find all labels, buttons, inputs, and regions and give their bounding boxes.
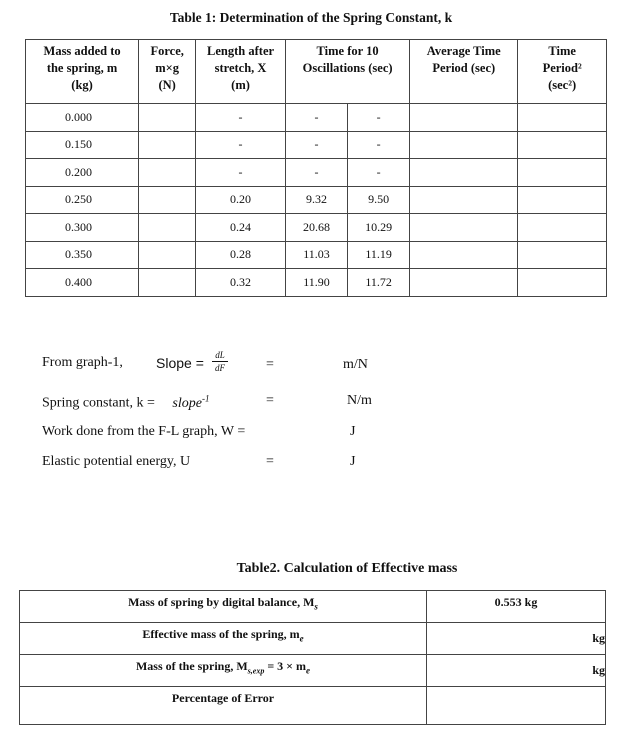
- cell-sq: [518, 241, 607, 269]
- header-length-line3: (m): [231, 78, 250, 92]
- elastic-unit: J: [350, 454, 356, 469]
- header-time: [285, 40, 409, 104]
- header-avg: [410, 40, 518, 104]
- cell-t1: -: [285, 104, 347, 132]
- header-time-line1: Time for 10: [316, 44, 379, 58]
- cell-mass: 0.150: [26, 131, 139, 159]
- sub-text: s,exp: [247, 666, 265, 676]
- cell-length: -: [196, 104, 286, 132]
- header-sq-line1: Time: [548, 44, 576, 58]
- table-row: [26, 159, 607, 187]
- table-row: [26, 104, 607, 132]
- header-avg-line1: Average Time: [426, 44, 501, 58]
- spring-constant-table: [25, 39, 607, 297]
- cell-force: [139, 214, 196, 242]
- table2-row: [20, 655, 606, 687]
- cell-length: 0.32: [196, 269, 286, 297]
- cell-length: 0.28: [196, 241, 286, 269]
- k-label-text: Spring constant, k =: [42, 395, 155, 411]
- row-effective-mass-label: [20, 623, 427, 655]
- cell-avg: [410, 186, 518, 214]
- row-mass-exp-label: [20, 655, 427, 687]
- work-unit: J: [350, 424, 356, 439]
- cell-t2: 11.72: [348, 269, 410, 297]
- sub-text: e: [299, 633, 304, 644]
- k-label: [42, 393, 209, 412]
- cell-avg: [410, 131, 518, 159]
- table1-title: Table 1: Determination of the Spring Constant, k: [169, 10, 453, 25]
- sub-text: s: [314, 601, 318, 612]
- table-row: [26, 131, 607, 159]
- header-mass-line3: (kg): [71, 78, 93, 92]
- fraction-denominator: dF: [215, 363, 225, 373]
- cell-length: -: [196, 159, 286, 187]
- table-row: [26, 214, 607, 242]
- header-length-line1: Length after: [207, 44, 275, 58]
- k-exponent: -1: [201, 393, 210, 403]
- table-row: [26, 241, 607, 269]
- cell-mass: 0.350: [26, 241, 139, 269]
- cell-avg: [410, 104, 518, 132]
- work-label: Work done from the F-L graph, W =: [42, 424, 246, 439]
- cell-t2: 9.50: [348, 186, 410, 214]
- row-mass-balance-value: 0.553 kg: [427, 591, 606, 623]
- header-sq-line3: (sec²): [548, 78, 577, 92]
- header-mass-line1: Mass added to: [43, 44, 121, 58]
- cell-avg: [410, 241, 518, 269]
- header-length-line2: stretch, X: [214, 61, 267, 75]
- header-force: [139, 40, 196, 104]
- table2-row: [20, 591, 606, 623]
- cell-sq: [518, 214, 607, 242]
- cell-avg: [410, 214, 518, 242]
- cell-sq: [518, 269, 607, 297]
- k-unit: N/m: [347, 393, 372, 408]
- cell-force: [139, 241, 196, 269]
- cell-mass: 0.200: [26, 159, 139, 187]
- row-error-label: Percentage of Error: [20, 687, 427, 725]
- cell-t1: 9.32: [285, 186, 347, 214]
- header-mass: [26, 40, 139, 104]
- cell-t1: -: [285, 159, 347, 187]
- header-period-sq: [518, 40, 607, 104]
- cell-length: 0.20: [196, 186, 286, 214]
- cell-force: [139, 159, 196, 187]
- table1-header-row: [26, 40, 607, 104]
- cell-t1: 11.90: [285, 269, 347, 297]
- table2-row: [20, 687, 606, 725]
- sub2-text: e: [306, 665, 310, 676]
- fraction-numerator: dL: [215, 350, 225, 360]
- header-sq-line2: Period²: [542, 61, 582, 75]
- slope-fraction: [212, 350, 228, 373]
- cell-sq: [518, 159, 607, 187]
- elastic-equals: =: [266, 454, 274, 469]
- suffix-text: = 3 × m: [264, 659, 306, 673]
- cell-sq: [518, 131, 607, 159]
- cell-t2: 10.29: [348, 214, 410, 242]
- table-row: [26, 186, 607, 214]
- cell-avg: [410, 159, 518, 187]
- k-expr-text: slope: [172, 395, 202, 411]
- label-text: Mass of the spring, M: [135, 659, 248, 673]
- cell-t2: 11.19: [348, 241, 410, 269]
- header-force-line2: m×g: [155, 61, 180, 75]
- header-force-line1: Force,: [150, 44, 184, 58]
- effective-mass-table: [19, 590, 606, 725]
- cell-avg: [410, 269, 518, 297]
- slope-equals: =: [266, 357, 274, 372]
- header-mass-line2: the spring, m: [46, 61, 118, 75]
- k-expression: [172, 393, 210, 411]
- cell-mass: 0.000: [26, 104, 139, 132]
- header-avg-line2: Period (sec): [432, 61, 496, 75]
- cell-t1: 20.68: [285, 214, 347, 242]
- label-text: Mass of spring by digital balance, M: [128, 595, 315, 609]
- cell-mass: 0.300: [26, 214, 139, 242]
- cell-force: [139, 131, 196, 159]
- cell-t2: -: [348, 131, 410, 159]
- row-effective-mass-unit: kg: [427, 623, 606, 655]
- row-error-value: [427, 687, 606, 725]
- cell-sq: [518, 186, 607, 214]
- k-equals: =: [266, 393, 274, 408]
- slope-unit: m/N: [343, 357, 368, 372]
- slope-prefix: From graph-1,: [42, 355, 123, 370]
- cell-length: -: [196, 131, 286, 159]
- header-time-line2: Oscillations (sec): [302, 61, 393, 75]
- cell-force: [139, 269, 196, 297]
- table2-title: Table2. Calculation of Effective mass: [236, 561, 458, 576]
- cell-t1: 11.03: [285, 241, 347, 269]
- cell-length: 0.24: [196, 214, 286, 242]
- row-mass-exp-unit: kg: [427, 655, 606, 687]
- row-mass-balance-label: [20, 591, 427, 623]
- slope-word: Slope =: [156, 355, 204, 371]
- label-text: Effective mass of the spring, m: [142, 627, 300, 641]
- cell-t2: -: [348, 159, 410, 187]
- table2-row: [20, 623, 606, 655]
- cell-force: [139, 186, 196, 214]
- elastic-label: Elastic potential energy, U: [42, 454, 191, 469]
- cell-sq: [518, 104, 607, 132]
- cell-t2: -: [348, 104, 410, 132]
- header-force-line3: (N): [158, 78, 176, 92]
- header-length: [196, 40, 286, 104]
- cell-t1: -: [285, 131, 347, 159]
- table-row: [26, 269, 607, 297]
- cell-mass: 0.400: [26, 269, 139, 297]
- cell-force: [139, 104, 196, 132]
- cell-mass: 0.250: [26, 186, 139, 214]
